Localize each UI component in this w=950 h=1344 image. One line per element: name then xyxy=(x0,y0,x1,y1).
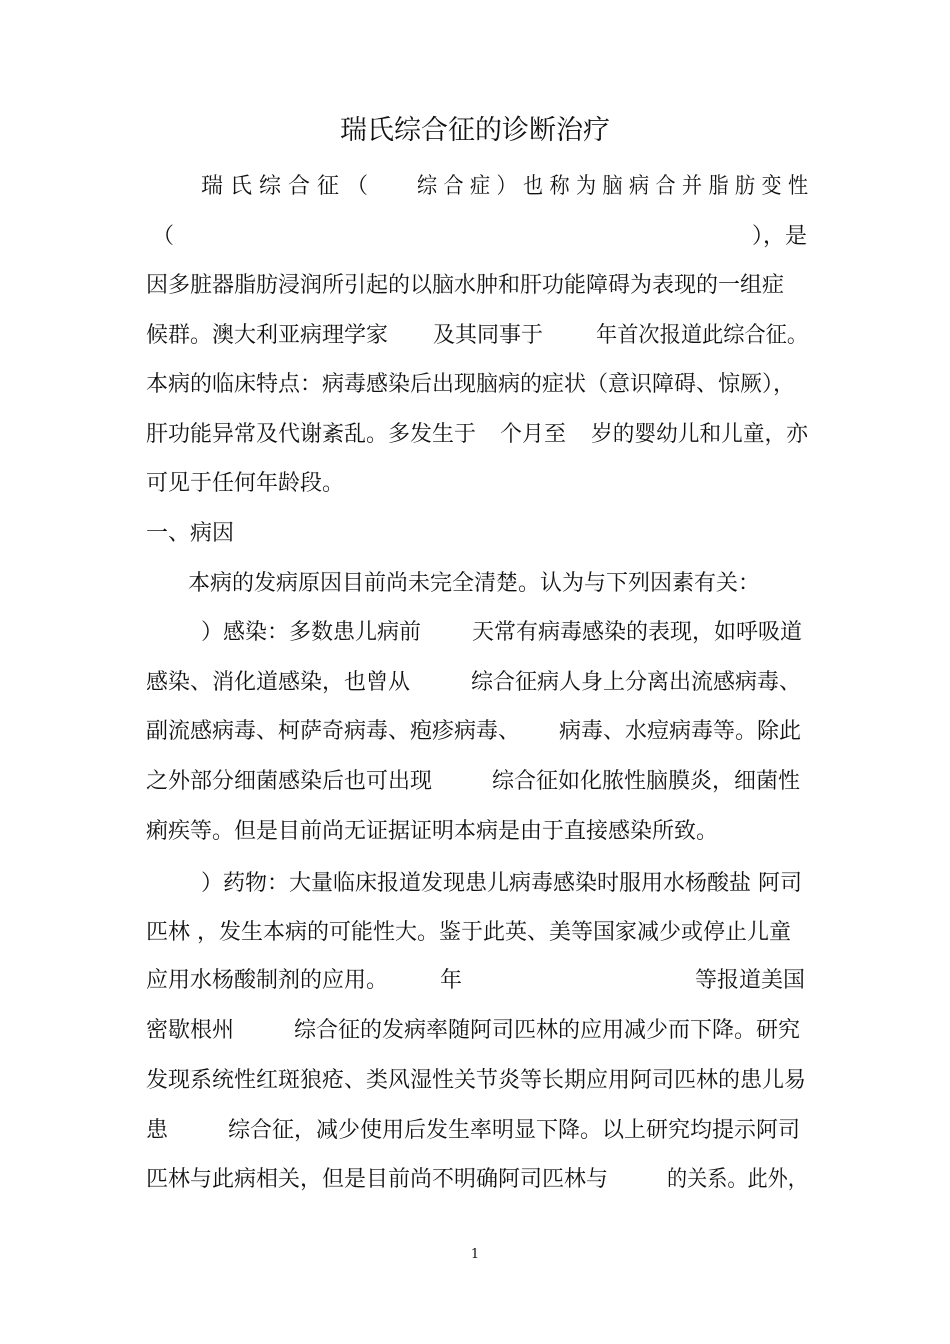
infection-line-1b: 天常有病毒感染的表现，如呼吸道 xyxy=(472,620,803,645)
infection-line-5: 痢疾等。但是目前尚无证据证明本病是由于直接感染所致。 xyxy=(146,819,719,844)
drug-line-4a: 密歇根州 xyxy=(146,1018,235,1043)
intro-line-5: 本病的临床特点：病毒感染后出现脑病的症状（意识障碍、惊厥）， xyxy=(146,372,796,397)
intro-line-4b: 及其同事于 xyxy=(433,323,544,348)
intro-line-6c: 岁的婴幼儿和儿童，亦 xyxy=(591,422,808,447)
infection-line-2b: 综合征病人身上分离出流感病毒、 xyxy=(471,670,802,695)
drug-line-7a: 匹林与此病相关，但是目前尚不明确阿司匹林与 xyxy=(146,1167,609,1192)
infection-line-1a: ）感染：多数患儿病前 xyxy=(201,620,422,645)
intro-line-4a: 候群。澳大利亚病理学家 xyxy=(146,323,389,348)
intro-line-3: 因多脏器脂肪浸润所引起的以脑水肿和肝功能障碍为表现的一组症 xyxy=(146,273,785,298)
intro-line-4c: 年首次报道此综合征。 xyxy=(596,323,809,348)
intro-line-7: 可见于任何年龄段。 xyxy=(146,471,345,496)
infection-line-3a: 副流感病毒、柯萨奇病毒、疱疹病毒、 xyxy=(146,719,521,744)
intro-line-6a: 肝功能异常及代谢紊乱。多发生于 xyxy=(146,422,477,447)
drug-line-1: ）药物：大量临床报道发现患儿病毒感染时服用水杨酸盐 阿司 xyxy=(201,871,802,896)
intro-line-1a: 瑞 氏 综 合 征 （ xyxy=(201,174,368,199)
drug-line-6b: 综合征，减少使用后发生率明显下降。以上研究均提示阿司 xyxy=(228,1118,801,1143)
infection-line-4b: 综合征如化脓性脑膜炎，细菌性 xyxy=(492,769,801,794)
infection-line-2a: 感染、消化道感染，也曾从 xyxy=(146,670,411,695)
drug-line-2: 匹林 ，发生本病的可能性大。鉴于此英、美等国家减少或停止儿童 xyxy=(146,920,791,945)
drug-line-4b: 综合征的发病率随阿司匹林的应用减少而下降。研究 xyxy=(294,1018,801,1043)
intro-line-6b: 个月至 xyxy=(500,422,567,447)
infection-line-3b: 病毒、水痘病毒等。除此 xyxy=(559,719,802,744)
drug-line-3c: 等报道美国 xyxy=(695,968,806,993)
drug-line-5: 发现系统性红斑狼疮、类风湿性关节炎等长期应用阿司匹林的患儿易 xyxy=(146,1068,807,1093)
drug-line-7b: 的关系。此外， xyxy=(667,1167,808,1192)
intro-line-2b: ），是 xyxy=(752,224,808,249)
intro-line-2a: （ xyxy=(152,224,175,249)
section-heading: 一、病因 xyxy=(146,521,235,546)
drug-line-6a: 患 xyxy=(146,1118,169,1143)
infection-line-4a: 之外部分细菌感染后也可出现 xyxy=(146,769,433,794)
page-number: 1 xyxy=(470,1247,480,1262)
intro-line-1b: 综 合 症 ） 也 称 为 脑 病 合 并 脂 肪 变 性 xyxy=(417,174,809,199)
document-title: 瑞氏综合征的诊断治疗 xyxy=(340,115,610,146)
drug-line-3b: 年 xyxy=(440,968,463,993)
section-lead: 本病的发病原因目前尚未完全清楚。认为与下列因素有关： xyxy=(188,571,761,596)
drug-line-3a: 应用水杨酸制剂的应用。 xyxy=(146,968,389,993)
